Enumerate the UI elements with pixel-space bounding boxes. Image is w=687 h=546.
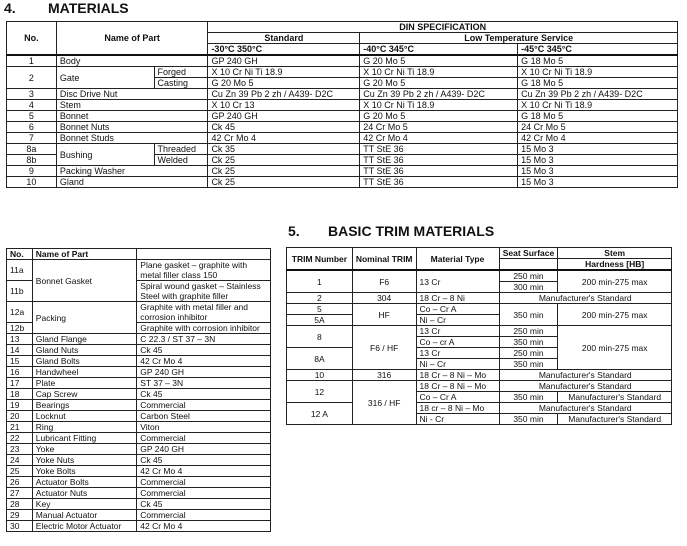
table-row (7, 400, 271, 411)
section-4-title: MATERIALS (48, 0, 129, 16)
row-low2: G 18 Mo 5 (518, 55, 678, 67)
row-no: 30 (7, 521, 33, 532)
trim-number: 10 (287, 370, 353, 381)
material-type: 18 Cr – 8 Ni (416, 293, 499, 304)
row-material: Carbon Steel (137, 411, 271, 422)
row-std: Cu Zn 39 Pb 2 zh / A439- D2C (208, 89, 360, 100)
table-row (287, 293, 672, 304)
table-row (7, 356, 271, 367)
row-no: 11a (7, 260, 33, 281)
material-type: Co – Cr A (416, 392, 499, 403)
row-part: Yoke Nuts (32, 455, 136, 466)
row-material: ST 37 – 3N (137, 378, 271, 389)
stem-hardness: 200 min-275 max (558, 326, 672, 370)
row-low1: G 20 Mo 5 (360, 78, 518, 89)
row-part: Actuator Nuts (32, 488, 136, 499)
row-no: 28 (7, 499, 33, 510)
header-din: DIN SPECIFICATION (208, 22, 678, 33)
trim-number: 12 A (287, 403, 353, 425)
table-row (7, 100, 678, 111)
row-no: 8a (7, 144, 57, 155)
row-part: Packing Washer (56, 166, 208, 177)
seat-surface: 350 min (499, 337, 558, 348)
row-material: 42 Cr Mo 4 (137, 466, 271, 477)
row-no: 5 (7, 111, 57, 122)
row-material: GP 240 GH (137, 367, 271, 378)
row-low2: Cu Zn 39 Pb 2 zh / A439- D2C (518, 89, 678, 100)
trim-number: 8A (287, 348, 353, 370)
row-no: 1 (7, 55, 57, 67)
row-low2: 42 Cr Mo 4 (518, 133, 678, 144)
row-low2: 15 Mo 3 (518, 166, 678, 177)
seat-surface: 350 min (499, 392, 558, 403)
row-std: Ck 25 (208, 166, 360, 177)
row-no: 4 (7, 100, 57, 111)
row-std: G 20 Mo 5 (208, 78, 360, 89)
material-type: 18 Cr – 8 Ni – Mo (416, 381, 499, 392)
table-row (287, 326, 672, 337)
row-material: Ck 45 (137, 455, 271, 466)
row-no: 16 (7, 367, 33, 378)
manufacturer-standard: Manufacturer's Standard (499, 381, 671, 392)
table-row (7, 466, 271, 477)
seat-surface: 300 min (499, 282, 558, 293)
seat-surface: 350 min (499, 304, 558, 326)
row-no: 2 (7, 67, 57, 89)
row-no: 9 (7, 166, 57, 177)
row-no: 7 (7, 133, 57, 144)
seat-surface: 250 min (499, 270, 558, 282)
stem-hardness: 200 min-275 max (558, 270, 672, 293)
row-material: Ck 45 (137, 389, 271, 400)
row-low2: G 18 Mo 5 (518, 111, 678, 122)
row-no: 3 (7, 89, 57, 100)
row-part: Gland Nuts (32, 345, 136, 356)
row-part: Bearings (32, 400, 136, 411)
row-no: 26 (7, 477, 33, 488)
row-part: Gland (56, 177, 208, 188)
header-seat-surface: Seat Surface (499, 248, 558, 259)
row-material: Graphite with corrosion inhibitor (137, 323, 271, 334)
material-type: Ni - Cr (416, 414, 499, 425)
table-row (287, 270, 672, 282)
material-type: 18 Cr – 8 Ni – Mo (416, 370, 499, 381)
table-row (7, 510, 271, 521)
row-material: GP 240 GH (137, 444, 271, 455)
table-row (7, 411, 271, 422)
trim-number: 12 (287, 381, 353, 403)
row-material: Spiral wound gasket – Stainless Steel with graphite filler (137, 281, 271, 302)
row-material: Plane gasket – graphite with metal filler class 150 (137, 260, 271, 281)
header-stem: Stem (558, 248, 672, 259)
manufacturer-standard: Manufacturer's Standard (499, 370, 671, 381)
row-no: 14 (7, 345, 33, 356)
manufacturer-standard: Manufacturer's Standard (558, 392, 672, 403)
row-material: Ck 45 (137, 345, 271, 356)
table-row (7, 367, 271, 378)
temp-low-2: -45°C 345°C (518, 44, 678, 56)
row-no: 29 (7, 510, 33, 521)
row-part: Key (32, 499, 136, 510)
parts-table (6, 248, 271, 532)
header-standard: Standard (208, 33, 360, 44)
table-row (287, 381, 672, 392)
row-low1: X 10 Cr Ni Ti 18.9 (360, 100, 518, 111)
table-row (7, 177, 678, 188)
row-part: Gate (56, 67, 154, 89)
row-material: C 22.3 / ST 37 – 3N (137, 334, 271, 345)
row-no: 21 (7, 422, 33, 433)
row-material: Viton (137, 422, 271, 433)
row-no: 10 (7, 177, 57, 188)
row-no: 22 (7, 433, 33, 444)
row-material: 42 Cr Mo 4 (137, 521, 271, 532)
row-low1: TT StE 36 (360, 166, 518, 177)
row-no: 15 (7, 356, 33, 367)
row-part: Handwheel (32, 367, 136, 378)
row-sub: Forged (154, 67, 208, 78)
row-low1: X 10 Cr Ni Ti 18.9 (360, 67, 518, 78)
row-part: Body (56, 55, 208, 67)
nominal-trim: 304 (352, 293, 416, 304)
material-type: Co – Cr A (416, 304, 499, 315)
row-low2: 24 Cr Mo 5 (518, 122, 678, 133)
nominal-trim: F6 (352, 270, 416, 293)
row-material: Commercial (137, 433, 271, 444)
row-part: Bushing (56, 144, 154, 166)
material-type: 18 cr – 8 Ni – Mo (416, 403, 499, 414)
row-sub: Threaded (154, 144, 208, 155)
table-row (7, 302, 271, 323)
table-row (7, 521, 271, 532)
seat-surface: 250 min (499, 326, 558, 337)
row-no: 25 (7, 466, 33, 477)
materials-table (6, 21, 678, 188)
seat-surface: 350 min (499, 359, 558, 370)
table-row (7, 55, 678, 67)
table-row (7, 422, 271, 433)
table-row (7, 67, 678, 78)
table-row (287, 403, 672, 414)
row-no: 20 (7, 411, 33, 422)
row-no: 19 (7, 400, 33, 411)
header-low-temp: Low Temperature Service (360, 33, 678, 44)
trim-number: 2 (287, 293, 353, 304)
row-std: Ck 35 (208, 144, 360, 155)
row-material: Commercial (137, 477, 271, 488)
row-part: Lubricant Fitting (32, 433, 136, 444)
table-row (7, 260, 271, 281)
section-5-number: 5. (288, 223, 300, 239)
row-material: Commercial (137, 510, 271, 521)
row-low1: TT StE 36 (360, 177, 518, 188)
table-row (7, 444, 271, 455)
header-material-type: Material Type (416, 248, 499, 271)
material-type: 13 Cr (416, 348, 499, 359)
temp-standard: -30°C 350°C (208, 44, 360, 56)
row-part: Yoke Bolts (32, 466, 136, 477)
row-low2: G 18 Mo 5 (518, 78, 678, 89)
trim-number: 8 (287, 326, 353, 348)
row-no: 12a (7, 302, 33, 323)
row-part: Bonnet Nuts (56, 122, 208, 133)
table-row (7, 455, 271, 466)
header-hardness: Hardness [HB] (558, 259, 672, 271)
row-low1: 42 Cr Mo 4 (360, 133, 518, 144)
row-no: 18 (7, 389, 33, 400)
table-row (7, 433, 271, 444)
row-part: Locknut (32, 411, 136, 422)
header-no: No. (7, 249, 33, 260)
row-part: Gland Bolts (32, 356, 136, 367)
row-low1: G 20 Mo 5 (360, 55, 518, 67)
row-sub: Welded (154, 155, 208, 166)
manufacturer-standard: Manufacturer's Standard (499, 293, 671, 304)
manufacturer-standard: Manufacturer's Standard (499, 403, 671, 414)
trim-table (286, 247, 672, 425)
material-type: 13 Cr (416, 326, 499, 337)
header-nominal-trim: Nominal TRIM (352, 248, 416, 271)
row-low1: 24 Cr Mo 5 (360, 122, 518, 133)
row-material: 42 Cr Mo 4 (137, 356, 271, 367)
row-part: Plate (32, 378, 136, 389)
row-part: Bonnet (56, 111, 208, 122)
material-type: 13 Cr (416, 270, 499, 293)
row-std: X 10 Cr Ni Ti 18.9 (208, 67, 360, 78)
nominal-trim: 316 (352, 370, 416, 381)
row-no: 24 (7, 455, 33, 466)
table-row (7, 334, 271, 345)
table-row (7, 477, 271, 488)
table-row (7, 345, 271, 356)
row-low2: 15 Mo 3 (518, 155, 678, 166)
row-std: Ck 25 (208, 155, 360, 166)
row-std: GP 240 GH (208, 55, 360, 67)
row-part: Cap Screw (32, 389, 136, 400)
row-std: X 10 Cr 13 (208, 100, 360, 111)
row-no: 17 (7, 378, 33, 389)
row-std: Ck 45 (208, 122, 360, 133)
row-low2: X 10 Cr Ni Ti 18.9 (518, 67, 678, 78)
header-trim-number: TRIM Number (287, 248, 353, 271)
row-part: Bonnet Gasket (32, 260, 136, 302)
row-no: 6 (7, 122, 57, 133)
row-no: 8b (7, 155, 57, 166)
row-low1: Cu Zn 39 Pb 2 zh / A439- D2C (360, 89, 518, 100)
nominal-trim: 316 / HF (352, 381, 416, 425)
material-type: Co – cr A (416, 337, 499, 348)
stem-hardness: 200 min-275 max (558, 304, 672, 326)
section-4-number: 4. (4, 0, 16, 16)
table-row (287, 304, 672, 315)
row-low2: 15 Mo 3 (518, 144, 678, 155)
header-part: Name of Part (56, 22, 208, 56)
material-type: Ni – Cr (416, 359, 499, 370)
row-std: GP 240 GH (208, 111, 360, 122)
row-low2: 15 Mo 3 (518, 177, 678, 188)
row-part: Electric Motor Actuator (32, 521, 136, 532)
row-low1: TT StE 36 (360, 144, 518, 155)
row-low2: X 10 Cr Ni Ti 18.9 (518, 100, 678, 111)
table-row (7, 166, 678, 177)
table-row (7, 111, 678, 122)
row-no: 12b (7, 323, 33, 334)
table-row (7, 144, 678, 155)
row-sub: Casting (154, 78, 208, 89)
row-std: 42 Cr Mo 4 (208, 133, 360, 144)
row-part: Yoke (32, 444, 136, 455)
table-row (7, 122, 678, 133)
row-no: 27 (7, 488, 33, 499)
row-no: 13 (7, 334, 33, 345)
row-part: Actuator Bolts (32, 477, 136, 488)
trim-number: 5 (287, 304, 353, 315)
seat-surface: 350 min (499, 414, 558, 425)
table-row (7, 378, 271, 389)
material-type: Ni – Cr (416, 315, 499, 326)
seat-surface: 250 min (499, 348, 558, 359)
table-row (7, 488, 271, 499)
row-part: Manual Actuator (32, 510, 136, 521)
section-5-title: BASIC TRIM MATERIALS (328, 223, 495, 239)
row-part: Stem (56, 100, 208, 111)
trim-number: 5A (287, 315, 353, 326)
row-part: Disc Drive Nut (56, 89, 208, 100)
row-material: Commercial (137, 400, 271, 411)
table-row (7, 389, 271, 400)
row-part: Bonnet Studs (56, 133, 208, 144)
nominal-trim: HF (352, 304, 416, 326)
row-low1: TT StE 36 (360, 155, 518, 166)
table-row (7, 499, 271, 510)
row-no: 23 (7, 444, 33, 455)
trim-number: 1 (287, 270, 353, 293)
manufacturer-standard: Manufacturer's Standard (558, 414, 672, 425)
table-row (287, 370, 672, 381)
row-material: Ck 45 (137, 499, 271, 510)
nominal-trim: F6 / HF (352, 326, 416, 370)
table-row (7, 133, 678, 144)
row-part: Ring (32, 422, 136, 433)
row-material: Commercial (137, 488, 271, 499)
row-material: Graphite with metal filler and corrosion inhibitor (137, 302, 271, 323)
table-row (7, 89, 678, 100)
row-std: Ck 25 (208, 177, 360, 188)
row-low1: G 20 Mo 5 (360, 111, 518, 122)
row-part: Gland Flange (32, 334, 136, 345)
temp-low-1: -40°C 345°C (360, 44, 518, 56)
row-no: 11b (7, 281, 33, 302)
header-part: Name of Part (32, 249, 136, 260)
header-no: No. (7, 22, 57, 56)
row-part: Packing (32, 302, 136, 334)
